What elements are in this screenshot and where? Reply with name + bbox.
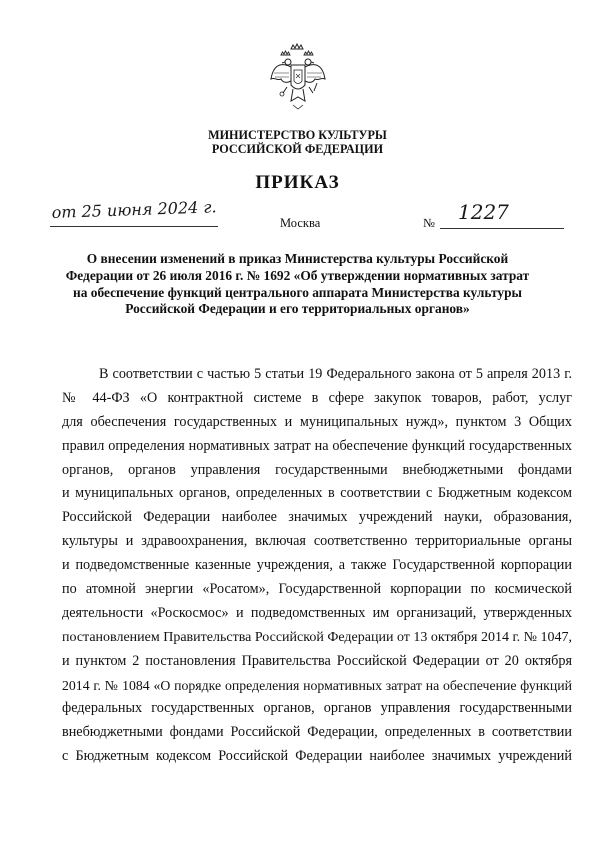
handwritten-number: 1227: [458, 200, 509, 224]
body-line: 2014 г. № 1084 «О порядке определения нормативных затрат на обеспечение функций: [62, 677, 572, 693]
body-line: деятельности «Роскосмос» и подведомственных им организаций, утвержденных: [62, 604, 572, 621]
body-line: и пунктом 2 постановления Правительства Российской Федерации от 20 октября: [62, 652, 572, 669]
body-line: и муниципальных органов, определенных в соответствии с Бюджетным кодексом: [62, 485, 572, 502]
title-line: на обеспечение функций центрального аппарата Министерства культуры: [73, 284, 522, 300]
body-line: Российской Федерации наиболее значимых учреждений науки, образования,: [62, 509, 572, 526]
title-line: О внесении изменений в приказ Министерства культуры Российской: [86, 251, 509, 266]
city-label: Москва: [280, 216, 321, 230]
ministry-name-line2: РОССИЙСКОЙ ФЕДЕРАЦИИ: [211, 142, 384, 156]
date-underline: [50, 226, 218, 227]
handwritten-date: от 25 июня 2024 г.: [51, 197, 217, 222]
document-type-title: ПРИКАЗ: [255, 172, 340, 193]
body-line: по атомной энергии «Росатом», Государственной корпорации по космической: [62, 581, 572, 598]
body-line: с Бюджетным кодексом Российской Федерации наиболее значимых учреждений: [62, 748, 572, 765]
title-line: Российской Федерации и его территориальных органов»: [125, 301, 470, 317]
body-line: постановлением Правительства Российской Федерации от 13 октября 2014 г. № 1047,: [62, 629, 572, 645]
body-line: органов, органов управления государственными внебюджетными фондами: [62, 461, 572, 478]
body-paragraph: [62, 363, 572, 769]
body-line: для обеспечения государственных и муниципальных нужд», пунктом 3 Общих: [62, 413, 572, 430]
body-line: В соответствии с частью 5 статьи 19 Федерального закона от 5 апреля 2013 г.: [99, 366, 572, 382]
body-line: № 44-ФЗ «О контрактной системе в сфере закупок товаров, работ, услуг: [62, 389, 572, 406]
number-sign: №: [423, 216, 435, 230]
body-line: правил определения нормативных затрат на обеспечение функций государственных: [62, 437, 572, 454]
body-line: внебюджетными фондами Российской Федерации, определенных в соответствии: [62, 724, 572, 741]
russian-coat-of-arms-icon: [269, 43, 327, 113]
body-line: и подведомственные казенные учреждения, а также Государственной корпорации: [62, 557, 572, 574]
number-underline: [440, 228, 564, 229]
body-line: культуры и здравоохранения, включая соответственно территориальные органы: [62, 533, 572, 550]
body-line: федеральных государственных органов, органов управления государственными: [62, 700, 572, 717]
ministry-name-line1: МИНИСТЕРСТВО КУЛЬТУРЫ: [208, 128, 387, 142]
order-title: [40, 251, 555, 318]
title-line: Федерации от 26 июля 2016 г. № 1692 «Об утверждении нормативных затрат: [65, 267, 530, 283]
